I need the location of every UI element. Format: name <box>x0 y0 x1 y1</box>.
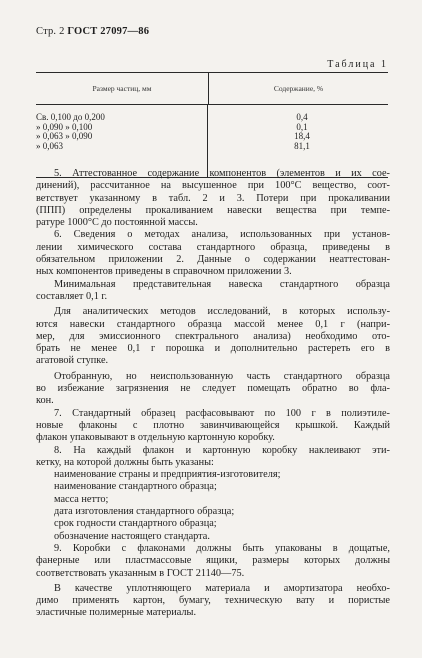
text-line: кон. <box>36 395 54 407</box>
text-line: ратуре 1000°С до постоянной массы. <box>36 217 198 229</box>
text-line: димо применять картон, бумагу, техническую вату и пористые <box>36 595 390 607</box>
text-line: В качестве уплотняющего материала и амортизатора необхо- <box>54 582 390 594</box>
page-number: Стр. 2 <box>36 26 65 37</box>
standard-code: ГОСТ 27097—86 <box>67 26 150 37</box>
table-cell-content: 0,4 <box>296 112 308 122</box>
text-line: срок годности стандартного образца; <box>54 518 217 530</box>
text-line: ветствует указанному в табл. 2 и 3. Потери при прокаливании <box>36 192 390 204</box>
particle-size-table <box>36 72 388 178</box>
text-line: 5. Аттестованное содержание компонентов (элементов и их сое- <box>54 168 390 179</box>
text-line: эластичные полимерные материалы. <box>36 607 197 619</box>
table-cell-content: 0,1 <box>296 121 308 132</box>
text-line: брать не менее 0,1 г порошка и дополнительно растереть его в <box>36 343 390 355</box>
text-line: наименование стандартного образца; <box>54 481 217 493</box>
column-header-size: Размер частиц, мм <box>36 73 209 104</box>
text-line: обязательном приложении 2. Данные о содержании неаттестован- <box>36 254 390 266</box>
column-header-content: Содержание, % <box>273 84 324 93</box>
text-line: 9. Коробки с флаконами должны быть упакованы в дощатые, <box>54 542 390 554</box>
text-line: 8. На каждый флакон и картонную коробку наклеивают эти- <box>54 444 390 456</box>
text-line: ных компонентов приведены в справочном приложении 3. <box>36 266 292 278</box>
text-line: новые флаконы с плотно завинчивающейся крышкой. Каждый <box>36 419 390 431</box>
table-cell-size: » 0,090 » 0,100 <box>36 121 93 132</box>
text-line: во избежание загрязнения не следует помещать обратно во фла- <box>36 383 390 395</box>
page-header <box>36 26 149 37</box>
table-caption: Таблица 1 <box>327 59 388 70</box>
table-cell-content: 81,1 <box>294 140 310 151</box>
text-line: обозначение настоящего стандарта. <box>54 530 210 542</box>
text-line: дата изготовления стандартного образца; <box>54 506 235 518</box>
text-line: (ППП) определены прокаливанием навески вещества при темпе- <box>36 204 390 216</box>
text-line: кетку, на которой должны быть указаны: <box>36 456 214 468</box>
text-line: фанерные или пластмассовые ящики, размеры которых должны <box>36 555 390 567</box>
text-line: ются навески стандартного образца массой менее 0,1 г (напри- <box>36 318 390 330</box>
size-column <box>36 105 208 177</box>
table-cell-size: » 0,063 » 0,090 <box>36 131 93 142</box>
text-line: масса нетто; <box>54 493 109 505</box>
content-column <box>208 105 388 177</box>
table-cell-content: 18,4 <box>294 131 310 142</box>
text-line: 6. Сведения о методах анализа, использованных при установ- <box>54 229 390 241</box>
text-line: соответствовать указанным в ГОСТ 21140—75. <box>36 567 245 579</box>
text-line: лении химического состава стандартного образца, приведены в <box>36 241 390 253</box>
text-line: мер, для эмиссионного спектрального анализа) необходимо ото- <box>36 330 390 342</box>
text-line: составляет 0,1 г. <box>36 290 108 302</box>
table-header-row <box>36 73 388 105</box>
table-cell-size: Св. 0,100 до 0,200 <box>36 112 105 122</box>
text-line: флакон упаковывают в отдельную картонную коробку. <box>36 432 275 444</box>
text-line: динений), рассчитанное на высушенное при 100°С вещество, соот- <box>36 180 390 192</box>
text-line: Для аналитических методов исследований, в которых использу- <box>54 306 390 318</box>
text-line: агатовой ступке. <box>36 355 109 367</box>
text-line: наименование страны и предприятия-изготовителя; <box>54 469 281 481</box>
table-cell-size: » 0,063 <box>36 140 63 151</box>
text-line: Отобранную, но неиспользованную часть стандартного образца <box>54 370 390 382</box>
document-body <box>36 168 390 620</box>
text-line: 7. Стандартный образец расфасовывают по 100 г в полиэтиле- <box>54 407 390 419</box>
text-line: Минимальная представительная навеска стандартного образца <box>54 278 390 290</box>
